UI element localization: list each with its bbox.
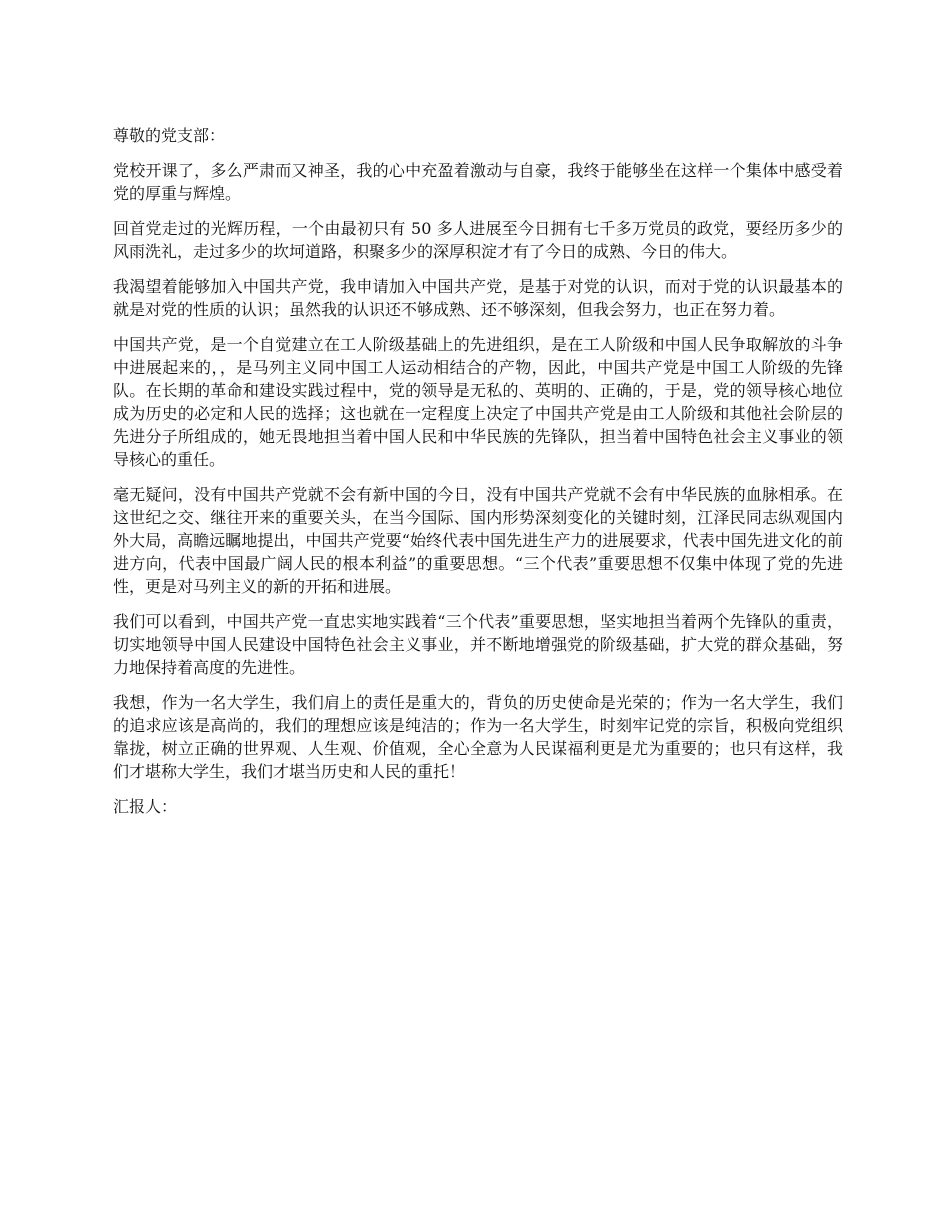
paragraph-2: 回首党走过的光辉历程，一个由最初只有 50 多人进展至今日拥有七千多万党员的政党，要经历多少的风雨洗礼，走过多少的坎坷道路，积聚多少的深厚积淀才有了今日的成熟、今日的伟大。 [113,219,843,261]
paragraph-3: 我渴望着能够加入中国共产党，我申请加入中国共产党，是基于对党的认识，而对于党的认识最基本的就是对党的性质的认识；虽然我的认识还不够成熟、还不够深刻，但我会努力，也正在努力着。 [113,277,843,319]
salutation: 尊敬的党支部： [113,126,226,145]
paragraph-7: 我想，作为一名大学生，我们肩上的责任是重大的，背负的历史使命是光荣的；作为一名大学生，我们的追求应该是高尚的，我们的理想应该是纯洁的；作为一名大学生，时刻牢记党的宗旨，积极向党组织靠拢，树立正确的世界观、人生观、价值观，全心全意为人民谋福利更是尤为重要的；也只有这样，我们才堪称大学生，我们才堪当历史和人民的重托！ [113,693,843,781]
paragraph-5: 毫无疑问，没有中国共产党就不会有新中国的今日，没有中国共产党就不会有中华民族的血脉相承。在这世纪之交、继往开来的重要关头，在当今国际、国内形势深刻变化的关键时刻，江泽民同志纵观国内外大局，高瞻远瞩地提出，中国共产党要“始终代表中国先进生产力的进展要求，代表中国先进文化的前进方向，代表中国最广阔人民的根本利益”的重要思想。“三个代表”重要思想不仅集中体现了党的先进性，更是对马列主义的新的开拓和进展。 [113,485,843,596]
signature: 汇报人： [113,797,178,816]
document-page [113,124,843,830]
paragraph-1: 党校开课了，多么严肃而又神圣，我的心中充盈着激动与自豪，我终于能够坐在这样一个集体中感受着党的厚重与辉煌。 [113,161,843,203]
paragraph-4: 中国共产党，是一个自觉建立在工人阶级基础上的先进组织，是在工人阶级和中国人民争取解放的斗争中进展起来的，，是马列主义同中国工人运动相结合的产物，因此，中国共产党是中国工人阶级的先锋队。在长期的革命和建设实践过程中，党的领导是无私的、英明的、正确的，于是，党的领导核心地位成为历史的必定和人民的选择；这也就在一定程度上决定了中国共产党是由工人阶级和其他社会阶层的先进分子所组成的，她无畏地担当着中国人民和中华民族的先锋队，担当着中国特色社会主义事业的领导核心的重任。 [113,335,843,469]
paragraph-6: 我们可以看到，中国共产党一直忠实地实践着“三个代表”重要思想，坚实地担当着两个先锋队的重责，切实地领导中国人民建设中国特色社会主义事业，并不断地增强党的阶级基础，扩大党的群众基础，努力地保持着高度的先进性。 [113,612,843,677]
